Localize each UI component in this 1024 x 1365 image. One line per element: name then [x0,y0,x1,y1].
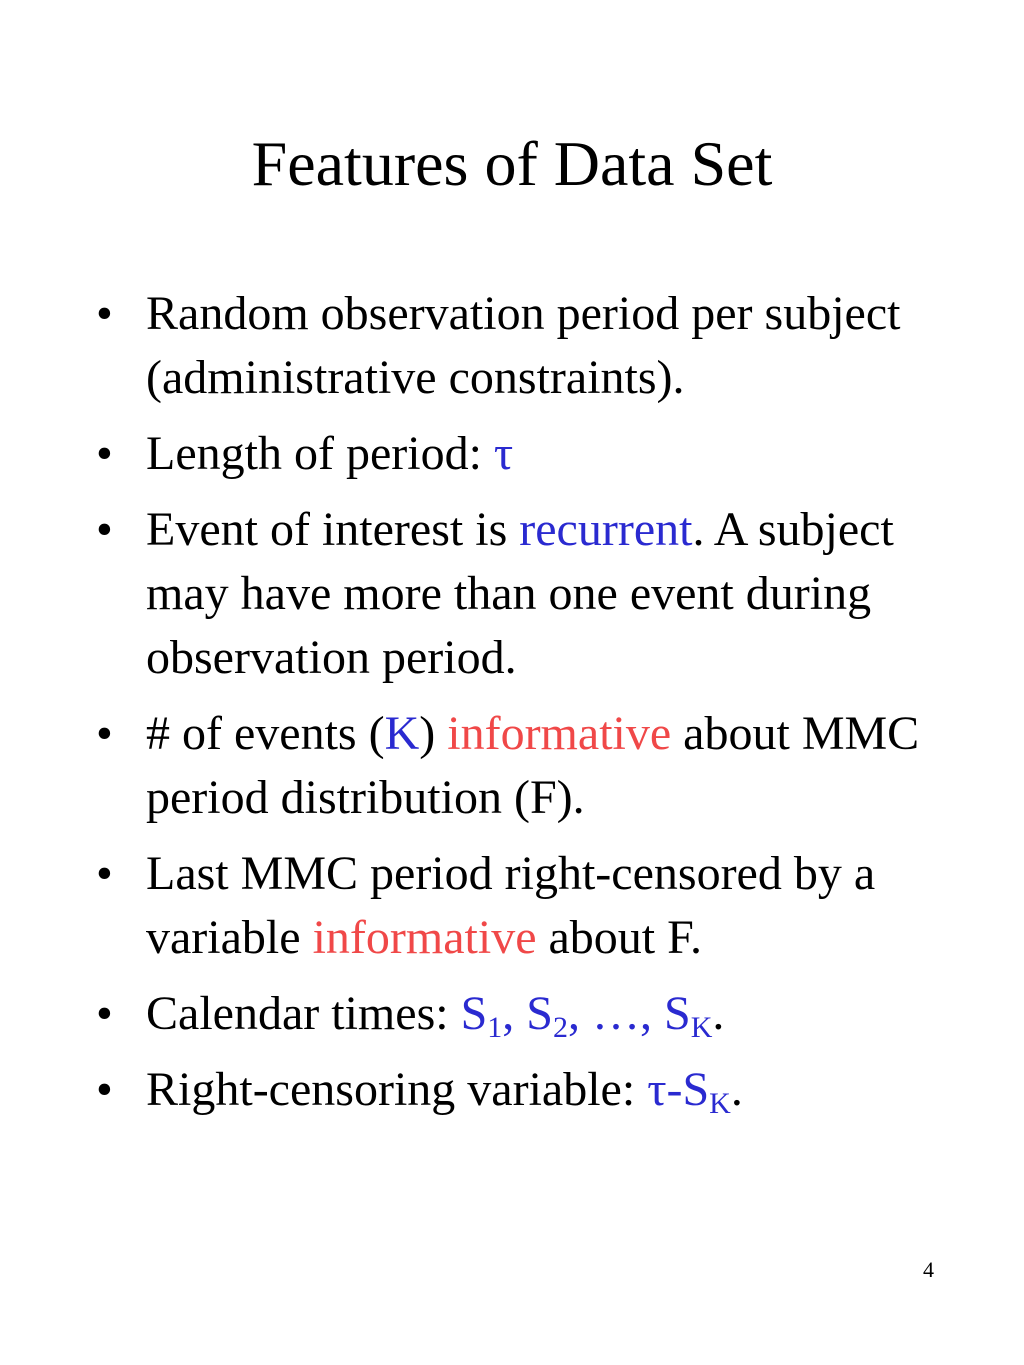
bullet-item-calendar-times [96,982,956,1046]
bullet-item-number-of-events [96,702,956,830]
subscript: 2 [552,1011,568,1044]
recurrent-highlight: recurrent [519,503,693,556]
bullet-dot-icon: • [96,847,113,900]
bullet-item-observation-period [96,282,956,410]
bullet-dot-icon: • [96,707,113,760]
tau-symbol: τ [493,427,514,480]
s-symbol: S [663,987,691,1040]
bullet-text: . [730,1063,743,1116]
bullet-text: Random observation period per subject (administrative constraints). [146,287,901,404]
bullet-text: Right-censoring variable: [146,1063,648,1116]
page-number: 4 [923,1257,934,1282]
bullet-text: Last MMC period right-censored by a variable [146,847,876,964]
k-symbol: K [384,707,420,760]
bullet-dot-icon: • [96,987,113,1040]
bullet-text: . A subject may have more than one event during observation period. [146,503,894,684]
tau-minus-s-expression [647,1063,731,1120]
bullet-list [96,282,956,1134]
bullet-dot-icon: • [96,427,113,480]
bullet-item-length-of-period [96,422,956,486]
bullet-text: about F. [536,911,702,964]
bullet-item-right-censored [96,842,956,970]
bullet-text: about MMC period distribution (F). [146,707,920,824]
bullet-item-recurrent-event [96,498,956,690]
subscript: K [690,1011,713,1044]
bullet-dot-icon: • [96,503,113,556]
slide-title: Features of Data Set [251,128,773,199]
separator: , [502,987,527,1040]
bullet-text: # of events ( [146,707,385,760]
s-symbol: S [460,987,488,1040]
informative-highlight: informative [447,707,672,760]
informative-highlight: informative [312,911,537,964]
bullet-text: Length of period: [146,427,494,480]
tau-minus-s-symbol: τ-S [647,1063,710,1116]
calendar-times-expression [460,987,713,1044]
bullet-text: Calendar times: [146,987,461,1040]
bullet-dot-icon: • [96,1063,113,1116]
bullet-text: ) [419,707,448,760]
ellipsis: , …, [567,987,664,1040]
bullet-item-right-censoring-variable [96,1058,956,1122]
subscript: K [709,1087,731,1120]
bullet-text: . [712,987,725,1040]
bullet-text: Event of interest is [146,503,520,556]
bullet-dot-icon: • [96,287,113,340]
subscript: 1 [487,1011,503,1044]
s-symbol: S [526,987,553,1040]
